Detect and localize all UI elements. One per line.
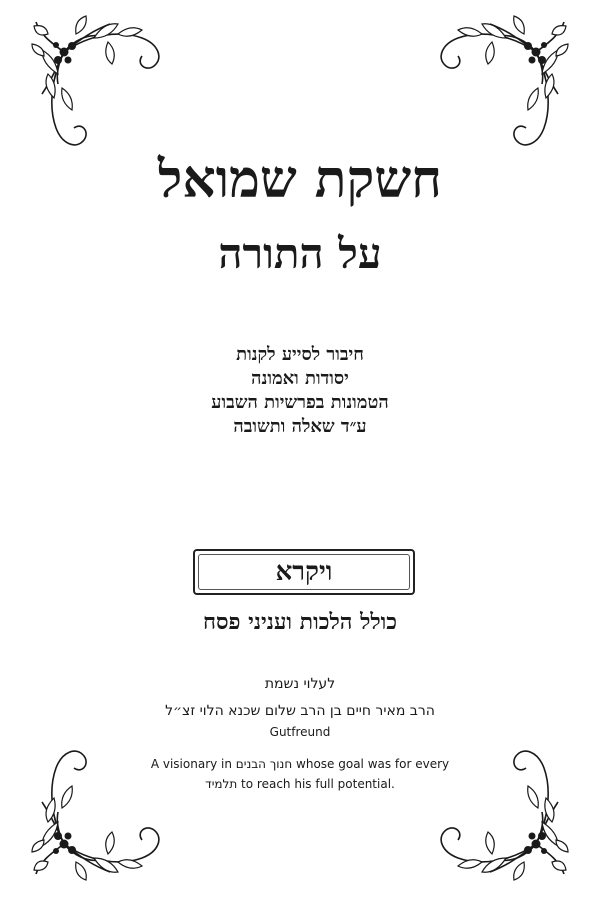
volume-name: ויקרא [275, 557, 333, 587]
floral-corner-icon [420, 12, 570, 162]
dedication-line-2: תלמיד to reach his full potential. [205, 777, 395, 791]
volume-includes: כולל הלכות ועניני פסח [202, 609, 398, 635]
rabbi-name: הרב מאיר חיים בן הרב שלום שכנא הלוי זצ״ל [165, 703, 435, 719]
book-description [0, 343, 600, 439]
volume-name-box [193, 549, 415, 595]
description-line: חיבור לסייע לקנות [236, 344, 364, 365]
dedication-line-1: A visionary in חנוך הבנים whose goal was for every [150, 757, 450, 771]
description-line: יסודות ואמונה [251, 368, 349, 389]
book-title: חשקת שמואל [158, 149, 442, 210]
rabbi-surname: Gutfreund [269, 725, 331, 739]
book-subtitle-heading: על התורה [218, 229, 382, 278]
description-line: ע״ד שאלה ותשובה [233, 416, 367, 437]
floral-corner-icon [30, 12, 180, 162]
description-line: הטמונות בפרשיות השבוע [211, 392, 389, 413]
memorial-heading: לעלוי נשמת [264, 676, 336, 692]
dedication-text [0, 754, 600, 794]
